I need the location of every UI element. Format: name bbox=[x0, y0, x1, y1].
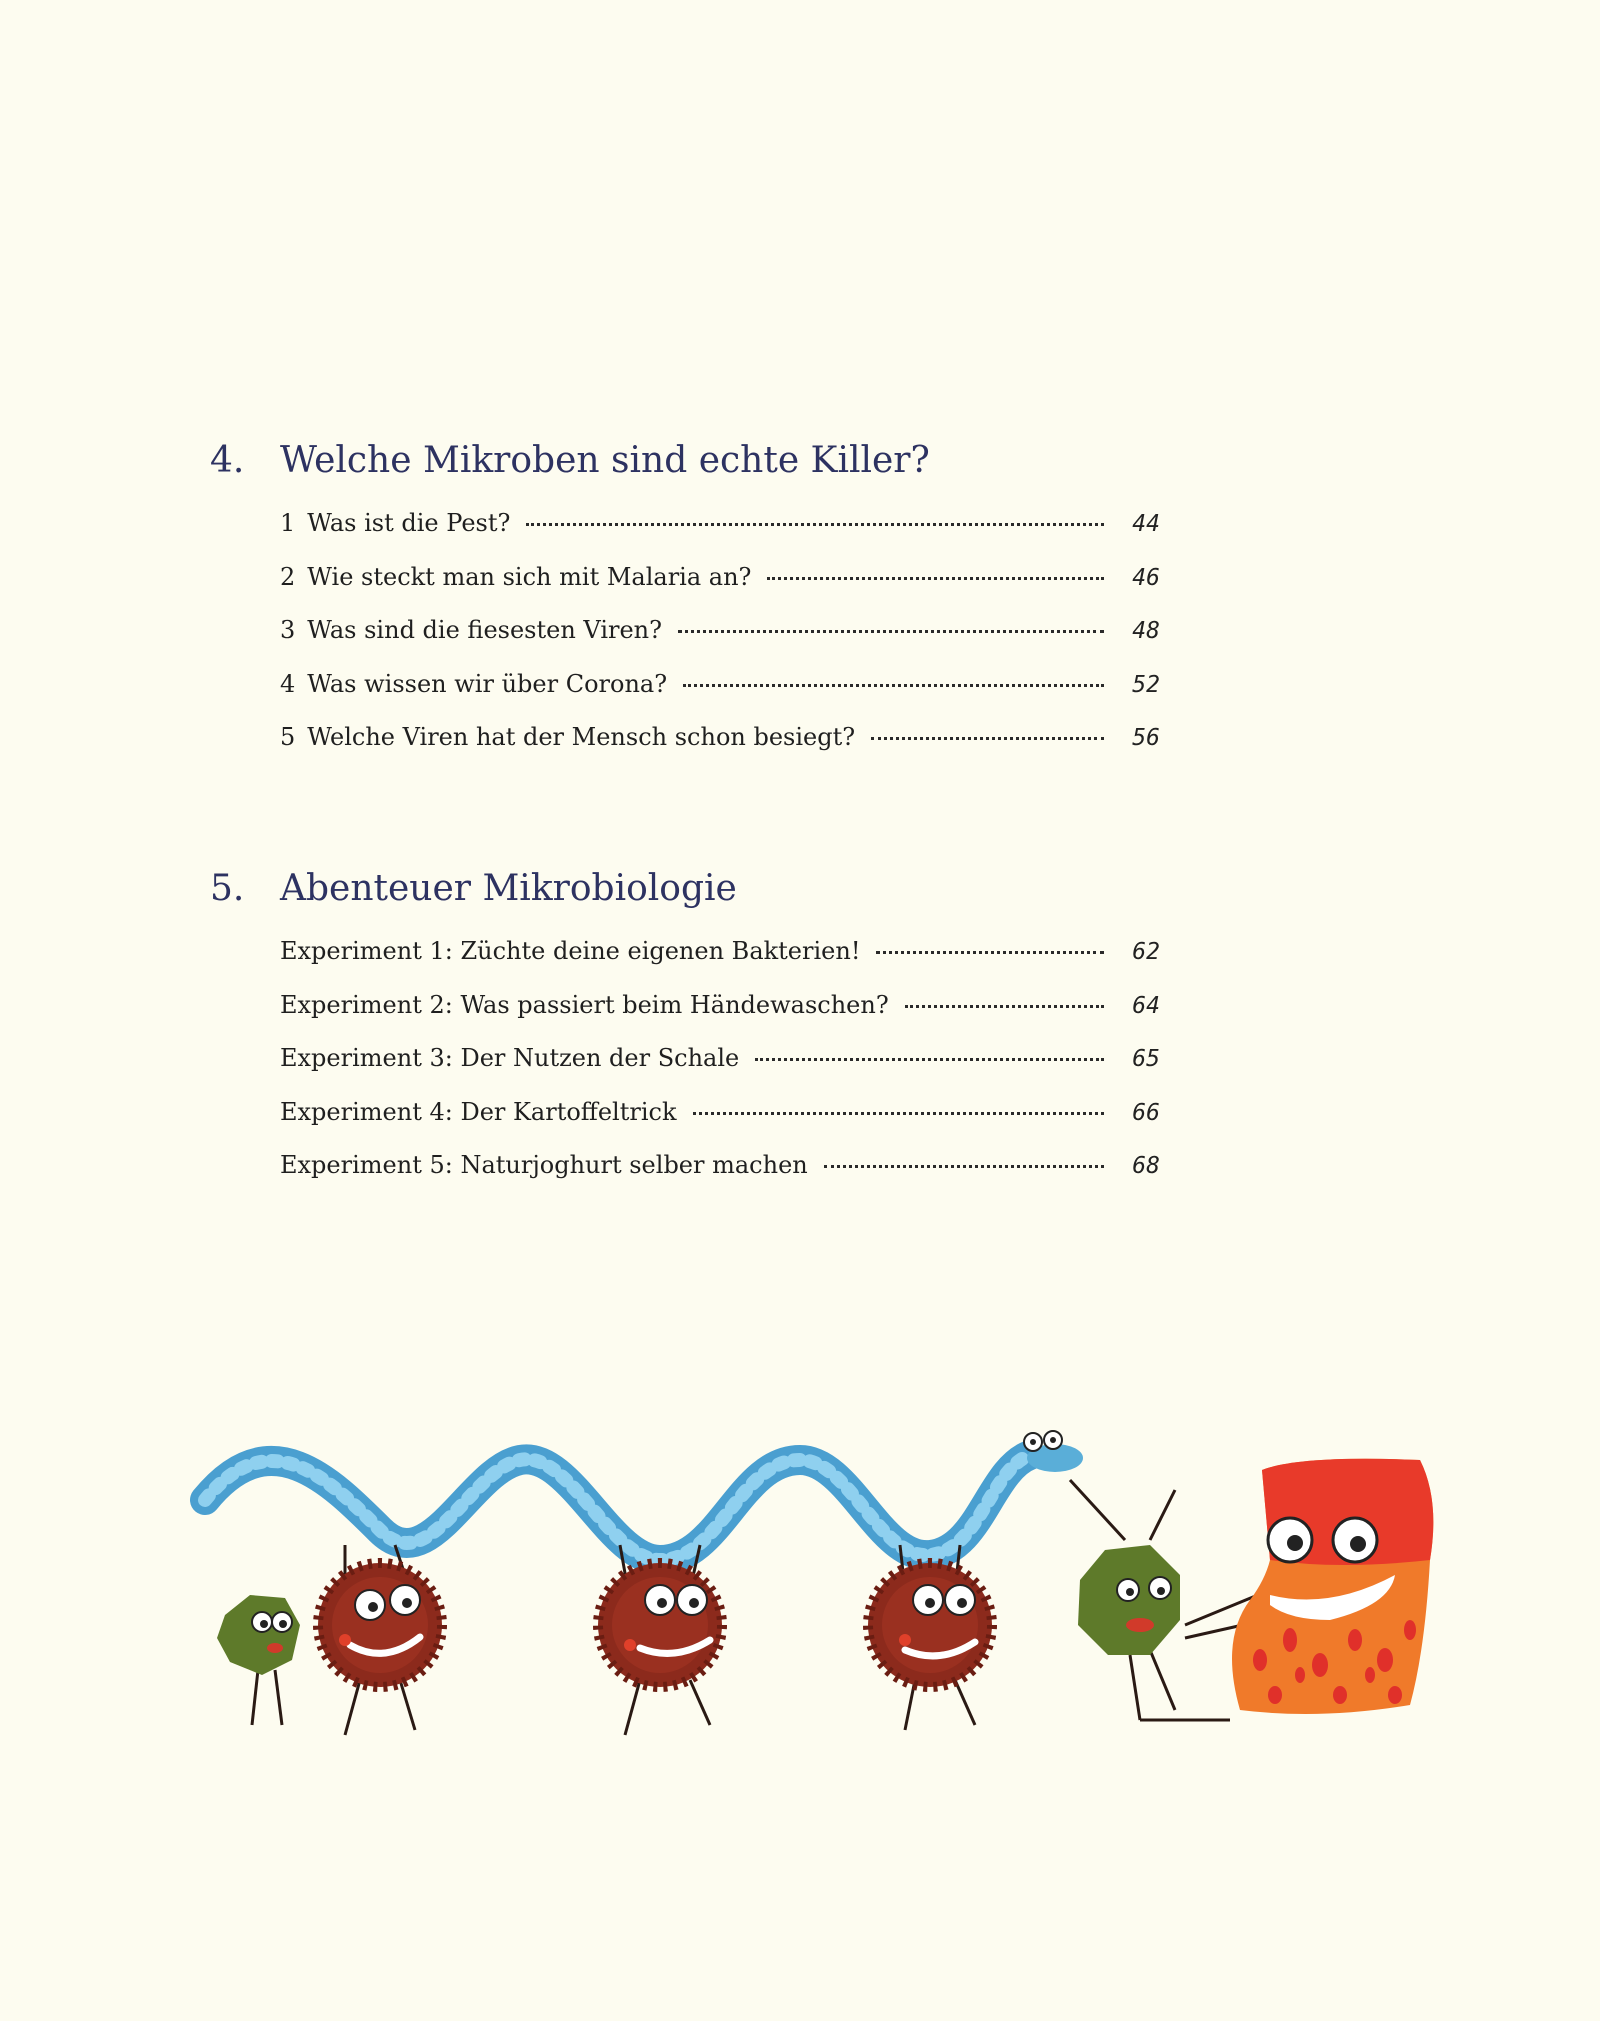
entry-title: Experiment 4: Der Kartoffeltrick bbox=[280, 1097, 677, 1126]
section-number: 4. bbox=[210, 440, 245, 481]
spiky-microbe bbox=[598, 1545, 722, 1735]
section-header bbox=[210, 440, 1160, 500]
dot-leader bbox=[693, 1088, 1104, 1115]
section-number: 5. bbox=[210, 868, 245, 909]
entry-page-number: 66 bbox=[1132, 1099, 1160, 1126]
dot-leader bbox=[871, 713, 1104, 740]
toc-section-5 bbox=[210, 868, 1160, 1179]
entry-title: Was wissen wir über Corona? bbox=[307, 669, 668, 698]
entry-number: 5 bbox=[280, 723, 296, 751]
entry-title: Experiment 5: Naturjoghurt selber machen bbox=[280, 1151, 808, 1179]
toc-entry[interactable] bbox=[280, 932, 1160, 986]
entry-page-number: 64 bbox=[1132, 992, 1160, 1019]
entry-number: 2 bbox=[280, 562, 296, 591]
entry-page-number: 56 bbox=[1132, 725, 1160, 751]
entry-number: 1 bbox=[280, 509, 296, 537]
dot-leader bbox=[905, 981, 1104, 1008]
entry-title: Was sind die fiesesten Viren? bbox=[307, 616, 662, 644]
dot-leader bbox=[876, 927, 1104, 954]
toc-entry[interactable] bbox=[280, 1039, 1160, 1093]
spiky-microbe bbox=[868, 1545, 992, 1730]
section-header bbox=[210, 868, 1160, 928]
toc-entry[interactable] bbox=[280, 986, 1160, 1040]
toc-section-4 bbox=[210, 440, 1160, 751]
toc-entry[interactable] bbox=[280, 1146, 1160, 1200]
microbes-illustration bbox=[0, 1400, 1600, 1780]
dot-leader bbox=[526, 499, 1104, 526]
toc-entry[interactable] bbox=[280, 504, 1160, 558]
green-microbe-reaching bbox=[1070, 1480, 1230, 1720]
entry-page-number: 68 bbox=[1132, 1153, 1160, 1179]
entry-title: Experiment 1: Züchte deine eigenen Bakterien! bbox=[280, 937, 861, 965]
toc-entry[interactable] bbox=[280, 611, 1160, 665]
toc-entries bbox=[280, 504, 1160, 772]
toc-entry[interactable] bbox=[280, 718, 1160, 772]
section-title: Abenteuer Mikrobiologie bbox=[280, 868, 737, 909]
entry-title: Experiment 2: Was passiert beim Händewaschen? bbox=[280, 990, 889, 1019]
entry-title: Experiment 3: Der Nutzen der Schale bbox=[280, 1044, 740, 1072]
dot-leader bbox=[767, 553, 1104, 580]
entry-title: Was ist die Pest? bbox=[307, 509, 511, 537]
entry-page-number: 52 bbox=[1132, 671, 1160, 698]
toc-entry[interactable] bbox=[280, 558, 1160, 612]
entry-page-number: 65 bbox=[1132, 1046, 1160, 1072]
toc-entry[interactable] bbox=[280, 1093, 1160, 1147]
entry-page-number: 44 bbox=[1132, 511, 1160, 537]
entry-number: 3 bbox=[280, 616, 296, 644]
dot-leader bbox=[824, 1141, 1104, 1168]
worm-microbe bbox=[205, 1431, 1083, 1560]
dot-leader bbox=[678, 606, 1104, 633]
dot-leader bbox=[683, 660, 1104, 687]
entry-page-number: 48 bbox=[1132, 618, 1160, 644]
green-microbe-small bbox=[217, 1595, 300, 1725]
entry-page-number: 62 bbox=[1132, 939, 1160, 965]
section-title: Welche Mikroben sind echte Killer? bbox=[280, 440, 930, 481]
entry-number: 4 bbox=[280, 669, 296, 698]
entry-title: Welche Viren hat der Mensch schon besiegt? bbox=[307, 723, 856, 751]
orange-microbe bbox=[1185, 1459, 1433, 1714]
dot-leader bbox=[755, 1034, 1104, 1061]
entry-page-number: 46 bbox=[1132, 564, 1160, 591]
toc-entries bbox=[280, 932, 1160, 1200]
spiky-microbe bbox=[318, 1545, 442, 1735]
entry-title: Wie steckt man sich mit Malaria an? bbox=[307, 562, 752, 591]
toc-entry[interactable] bbox=[280, 665, 1160, 719]
